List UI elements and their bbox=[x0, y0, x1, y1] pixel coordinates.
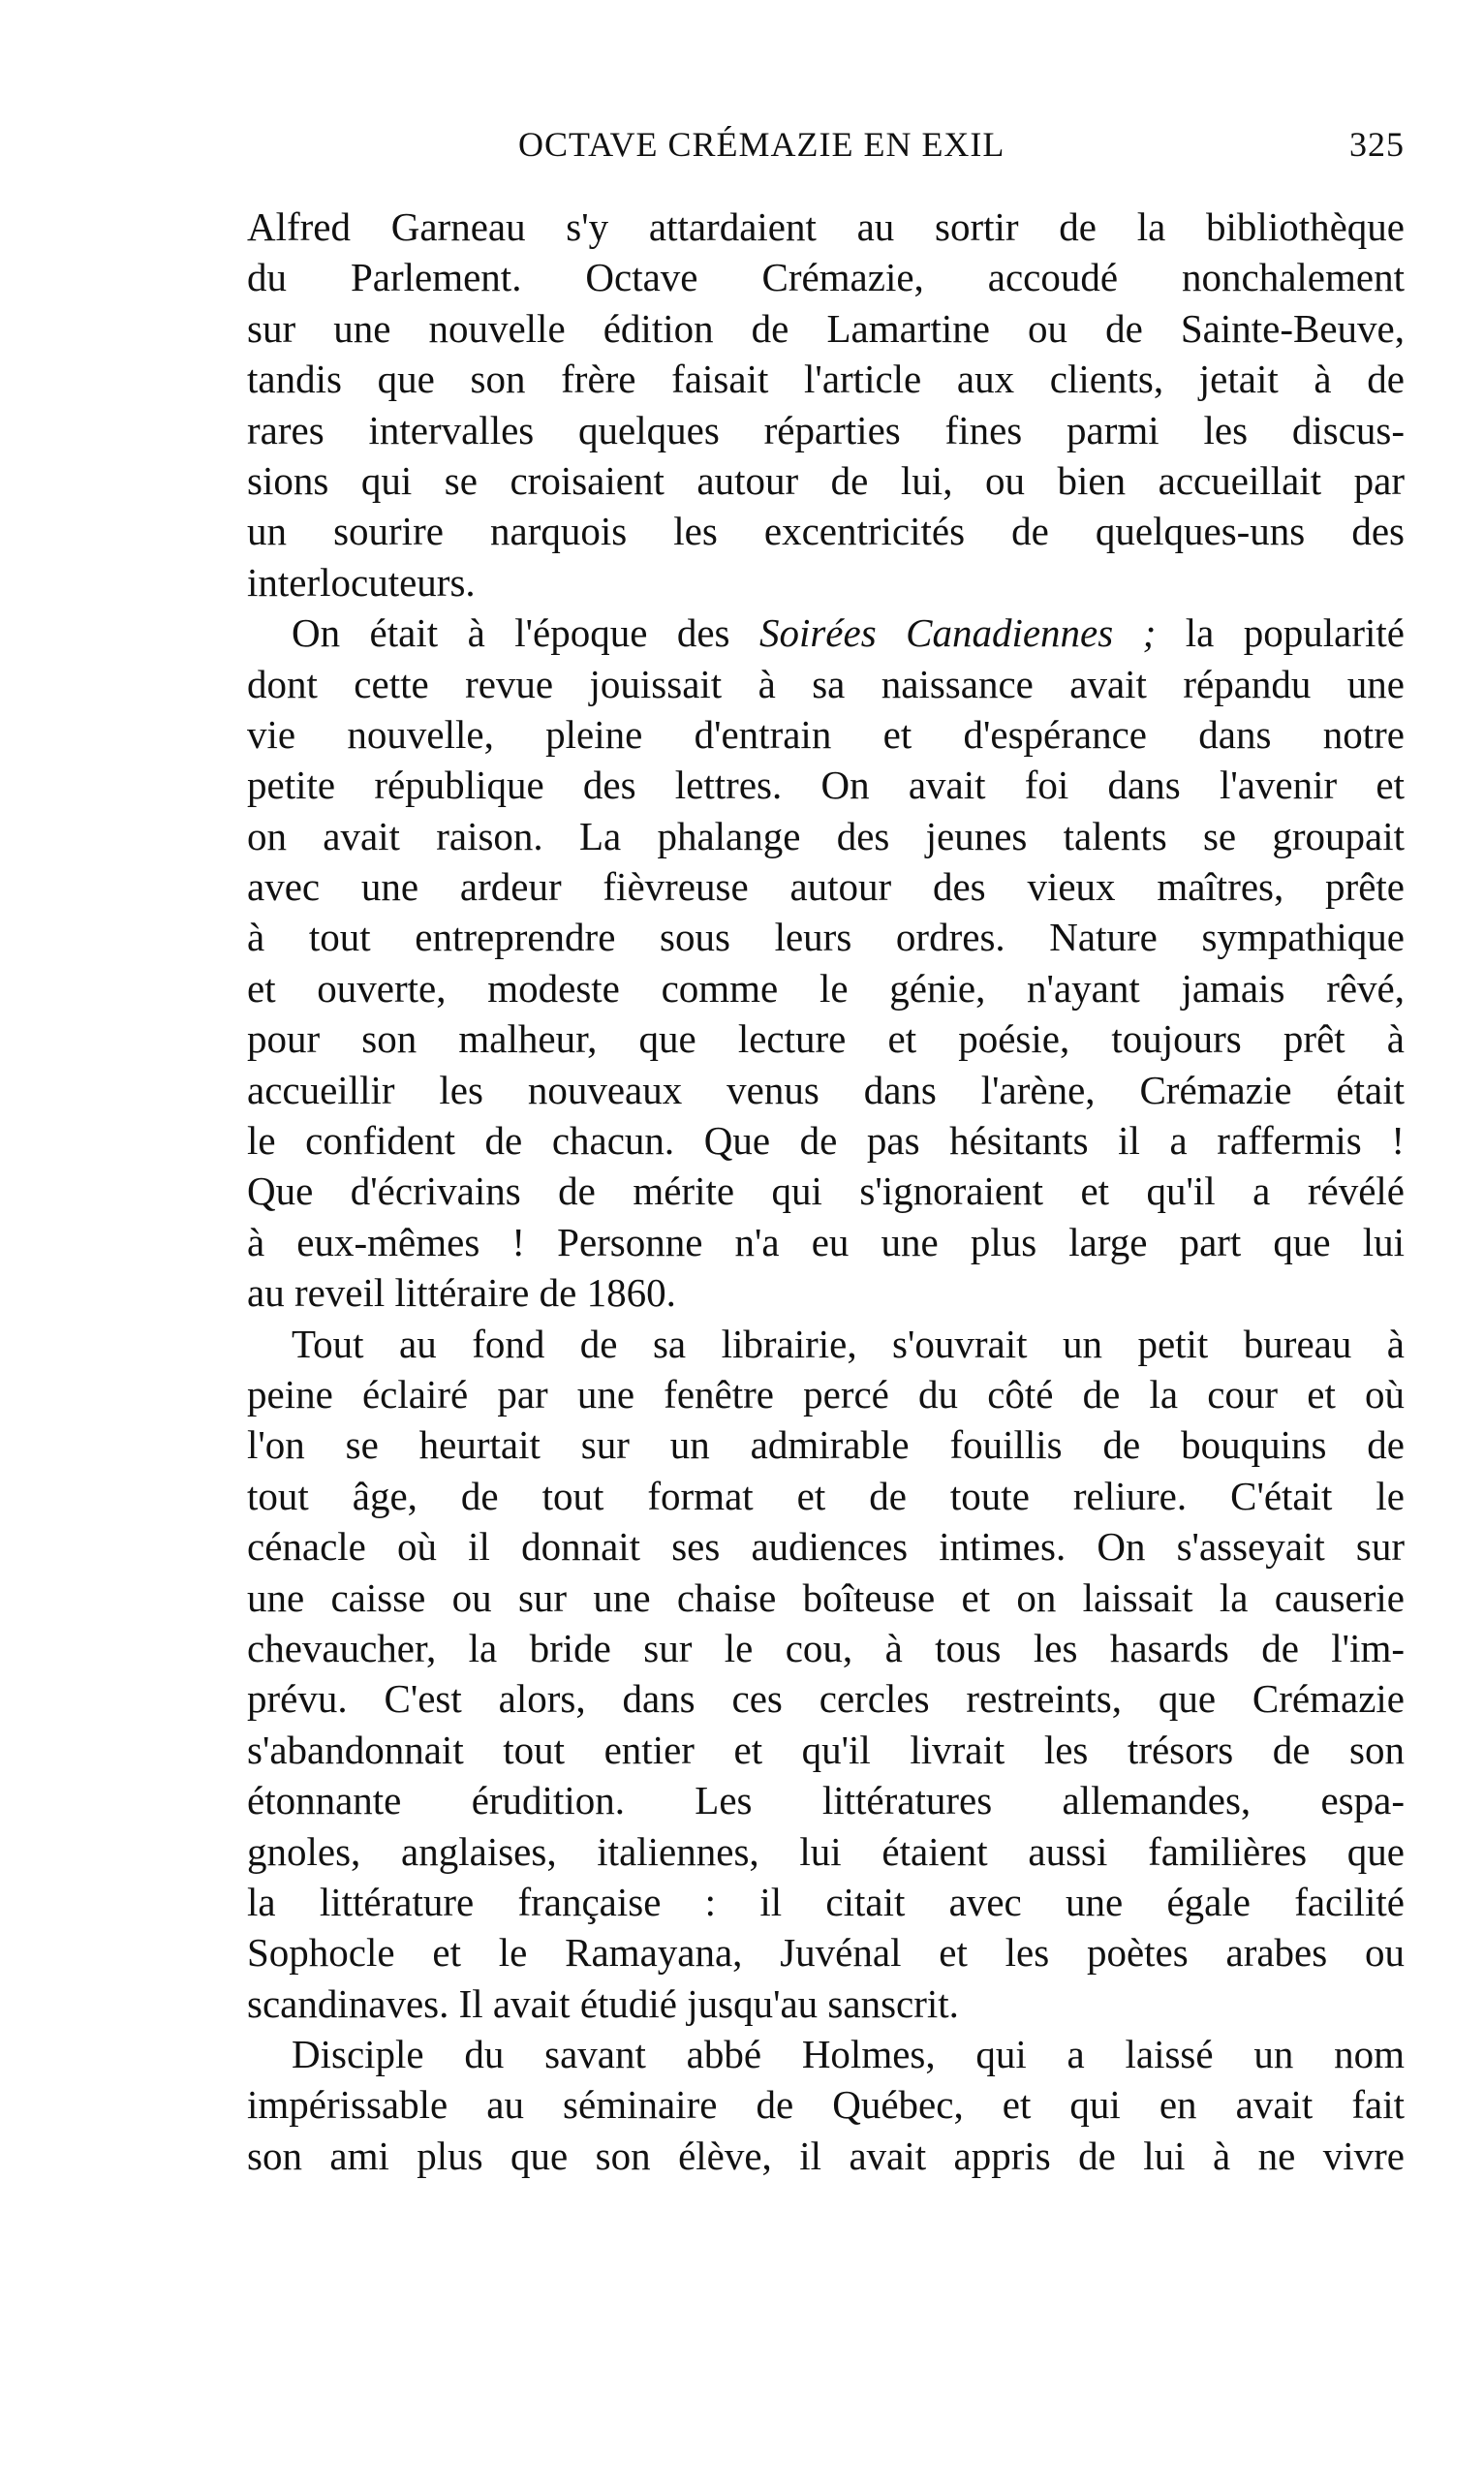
text-line: l'on se heurtait sur un admirable fouillis de bouquins de bbox=[247, 1422, 1405, 1468]
text-line: Sophocle et le Ramayana, Juvénal et les poètes arabes ou bbox=[247, 1930, 1405, 1976]
text-line: Alfred Garneau s'y attardaient au sortir de la bibliothèque bbox=[247, 204, 1405, 249]
text-line: vie nouvelle, pleine d'entrain et d'espérance dans notre bbox=[247, 711, 1405, 757]
text-line: impérissable au séminaire de Québec, et qui en avait fait bbox=[247, 2082, 1405, 2128]
text-segment: On était à l'époque des bbox=[292, 610, 730, 656]
text-line: chevaucher, la bride sur le cou, à tous les hasards de l'im- bbox=[247, 1625, 1405, 1670]
text-line: une caisse ou sur une chaise boîteuse et on laissait la causerie bbox=[247, 1574, 1405, 1620]
paragraph bbox=[247, 202, 1405, 607]
text-line: gnoles, anglaises, italiennes, lui étaient aussi familières que bbox=[247, 1828, 1405, 1874]
page-number: 325 bbox=[1349, 125, 1405, 164]
text-line: rares intervalles quelques réparties fines parmi les discus- bbox=[247, 407, 1405, 452]
text-line: un sourire narquois les excentricités de quelques-uns des bbox=[247, 509, 1405, 554]
text-line: du Parlement. Octave Crémazie, accoudé nonchalement bbox=[247, 255, 1405, 300]
text-line: pour son malheur, que lecture et poésie, toujours prêt à bbox=[247, 1016, 1405, 1062]
text-line: tout âge, de tout format et de toute reliure. C'était le bbox=[247, 1473, 1405, 1518]
text-line: on avait raison. La phalange des jeunes talents se groupait bbox=[247, 813, 1405, 858]
running-title: OCTAVE CRÉMAZIE EN EXIL bbox=[518, 125, 1005, 164]
text-line: Tout au fond de sa librairie, s'ouvrait un petit bureau à bbox=[292, 1321, 1405, 1366]
paragraph bbox=[247, 1319, 1405, 2029]
text-line: avec une ardeur fièvreuse autour des vieux maîtres, prête bbox=[247, 864, 1405, 910]
text-line: son ami plus que son élève, il avait appris de lui à ne vivre bbox=[247, 2133, 1405, 2178]
journal-title: Soirées Canadiennes ; bbox=[758, 610, 1157, 656]
text-line: interlocuteurs. bbox=[247, 559, 476, 605]
text-line: scandinaves. Il avait étudié jusqu'au sanscrit. bbox=[247, 1980, 959, 2026]
text-line-with-title bbox=[247, 607, 1405, 658]
text-line: à tout entreprendre sous leurs ordres. Nature sympathique bbox=[247, 915, 1405, 960]
text-line: Disciple du savant abbé Holmes, qui a laissé un nom bbox=[292, 2032, 1405, 2077]
body-text bbox=[247, 202, 1405, 2181]
text-line: la littérature française : il citait avec une égale facilité bbox=[247, 1879, 1405, 1924]
text-line: peine éclairé par une fenêtre percé du côté de la cour et où bbox=[247, 1371, 1405, 1417]
text-segment: la popularité bbox=[1185, 610, 1406, 656]
text-line: accueillir les nouveaux venus dans l'arène, Crémazie était bbox=[247, 1067, 1405, 1112]
text-line: Que d'écrivains de mérite qui s'ignoraient et qu'il a révélé bbox=[247, 1168, 1405, 1214]
text-line: dont cette revue jouissait à sa naissance avait répandu une bbox=[247, 661, 1405, 706]
running-head bbox=[247, 124, 1405, 172]
text-line: s'abandonnait tout entier et qu'il livrait les trésors de son bbox=[247, 1727, 1405, 1772]
text-line: et ouverte, modeste comme le génie, n'ayant jamais rêvé, bbox=[247, 965, 1405, 1011]
text-line: au reveil littéraire de 1860. bbox=[247, 1270, 676, 1316]
text-line: à eux-mêmes ! Personne n'a eu une plus large part que lui bbox=[247, 1219, 1405, 1264]
text-line: prévu. C'est alors, dans ces cercles restreints, que Crémazie bbox=[247, 1676, 1405, 1722]
text-line: sions qui se croisaient autour de lui, ou bien accueillait par bbox=[247, 457, 1405, 503]
text-line: cénacle où il donnait ses audiences intimes. On s'asseyait sur bbox=[247, 1524, 1405, 1570]
text-line: le confident de chacun. Que de pas hésitants il a raffermis ! bbox=[247, 1118, 1405, 1164]
paragraph bbox=[247, 607, 1405, 1318]
text-line: étonnante érudition. Les littératures allemandes, espa- bbox=[247, 1778, 1405, 1823]
text-line: tandis que son frère faisait l'article aux clients, jetait à de bbox=[247, 357, 1405, 402]
text-line: petite république des lettres. On avait foi dans l'avenir et bbox=[247, 763, 1405, 808]
text-line: sur une nouvelle édition de Lamartine ou de Sainte-Beuve, bbox=[247, 305, 1405, 351]
paragraph bbox=[247, 2029, 1405, 2181]
